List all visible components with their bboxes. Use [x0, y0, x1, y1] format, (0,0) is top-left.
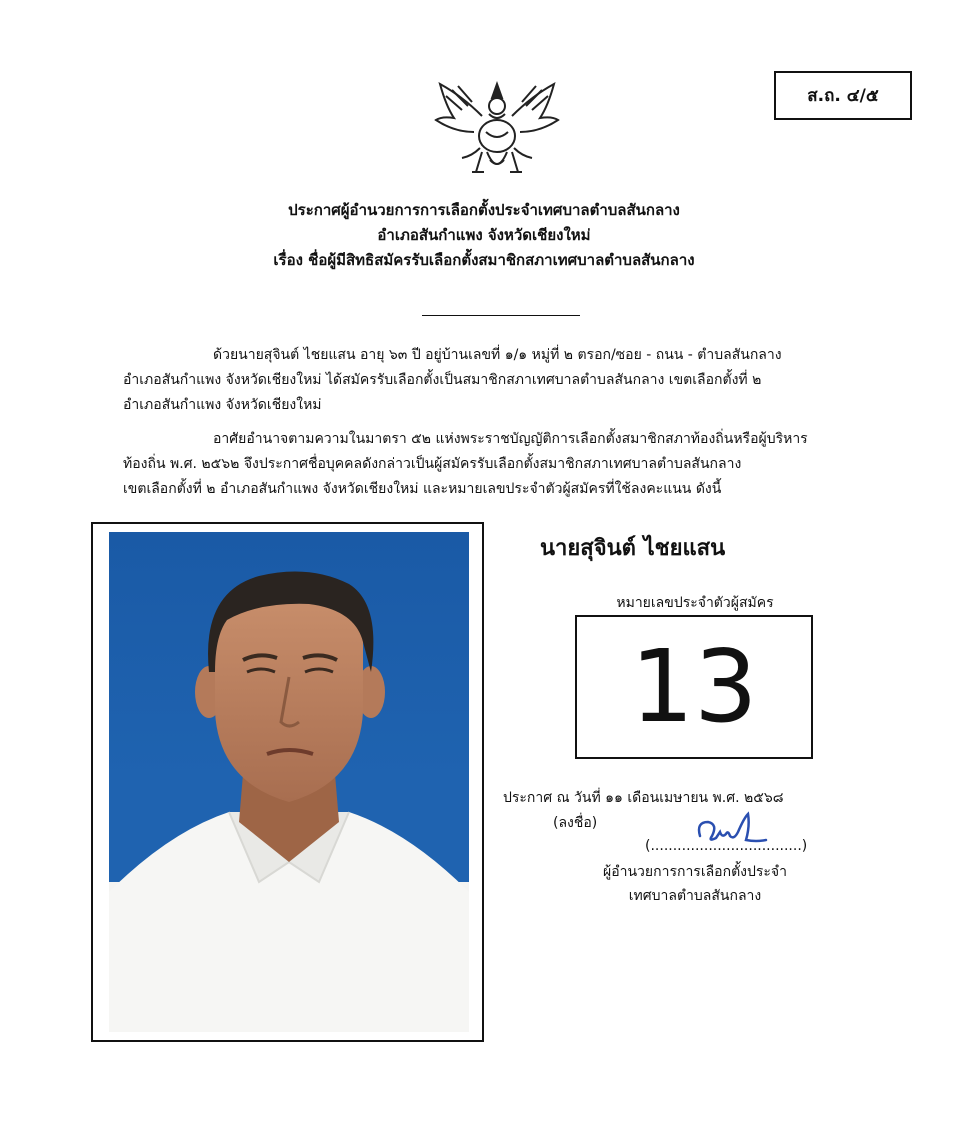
paragraph-line: อำเภอสันกำแพง จังหวัดเชียงใหม่ ได้สมัครรับเลือกตั้งเป็นสมาชิกสภาเทศบาลตำบลสันกลาง เขตเลือกตั้งที่ ๒: [123, 372, 762, 388]
form-code: ส.ถ. ๔/๕: [807, 86, 879, 106]
officer-line-1: ผู้อำนวยการการเลือกตั้งประจำ: [603, 864, 787, 880]
candidate-name: นายสุจินต์ ไชยแสน: [540, 536, 726, 561]
candidate-number-box: [575, 615, 813, 759]
announcement-date: ประกาศ ณ วันที่ ๑๑ เดือนเมษายน พ.ศ. ๒๕๖๘: [503, 790, 784, 806]
signed-label: (ลงชื่อ): [553, 815, 598, 831]
candidate-photo-frame: [91, 522, 484, 1042]
paragraph-line: อาศัยอำนาจตามความในมาตรา ๕๒ แห่งพระราชบัญญัติการเลือกตั้งสมาชิกสภาท้องถิ่นหรือผู้บริหาร: [213, 431, 808, 447]
paragraph-line: เขตเลือกตั้งที่ ๒ อำเภอสันกำแพง จังหวัดเชียงใหม่ และหมายเลขประจำตัวผู้สมัครที่ใช้ลงคะแนน ดังนี้: [123, 481, 722, 497]
signature-line: (..................................): [645, 838, 808, 854]
header-line-1: ประกาศผู้อำนวยการการเลือกตั้งประจำเทศบาลตำบลสันกลาง: [288, 201, 680, 219]
officer-line-2: เทศบาลตำบลสันกลาง: [628, 888, 762, 904]
officer-title: [560, 860, 830, 908]
announcement-header: [0, 198, 968, 273]
divider: [422, 315, 580, 316]
header-line-2: อำเภอสันกำแพง จังหวัดเชียงใหม่: [377, 226, 591, 244]
header-subject: เรื่อง ชื่อผู้มีสิทธิสมัครรับเลือกตั้งสมาชิกสภาเทศบาลตำบลสันกลาง: [273, 251, 695, 269]
paragraph-legal-basis: [123, 427, 873, 502]
form-code-box: [774, 71, 912, 120]
paragraph-candidate-info: [123, 343, 873, 418]
candidate-number-label: หมายเลขประจำตัวผู้สมัคร: [616, 595, 774, 611]
paragraph-line: ด้วยนายสุจินต์ ไชยแสน อายุ ๖๓ ปี อยู่บ้านเลขที่ ๑/๑ หมู่ที่ ๒ ตรอก/ซอย - ถนน - ตำบลสันกลาง: [213, 347, 782, 363]
candidate-number: 13: [630, 628, 758, 745]
candidate-photo: [109, 532, 469, 1032]
paragraph-line: ท้องถิ่น พ.ศ. ๒๕๖๒ จึงประกาศชื่อบุคคลดังกล่าวเป็นผู้สมัครรับเลือกตั้งสมาชิกสภาเทศบาลตำบลสันกลาง: [123, 456, 742, 472]
paragraph-line: อำเภอสันกำแพง จังหวัดเชียงใหม่: [123, 397, 322, 413]
garuda-emblem-icon: [432, 76, 562, 184]
